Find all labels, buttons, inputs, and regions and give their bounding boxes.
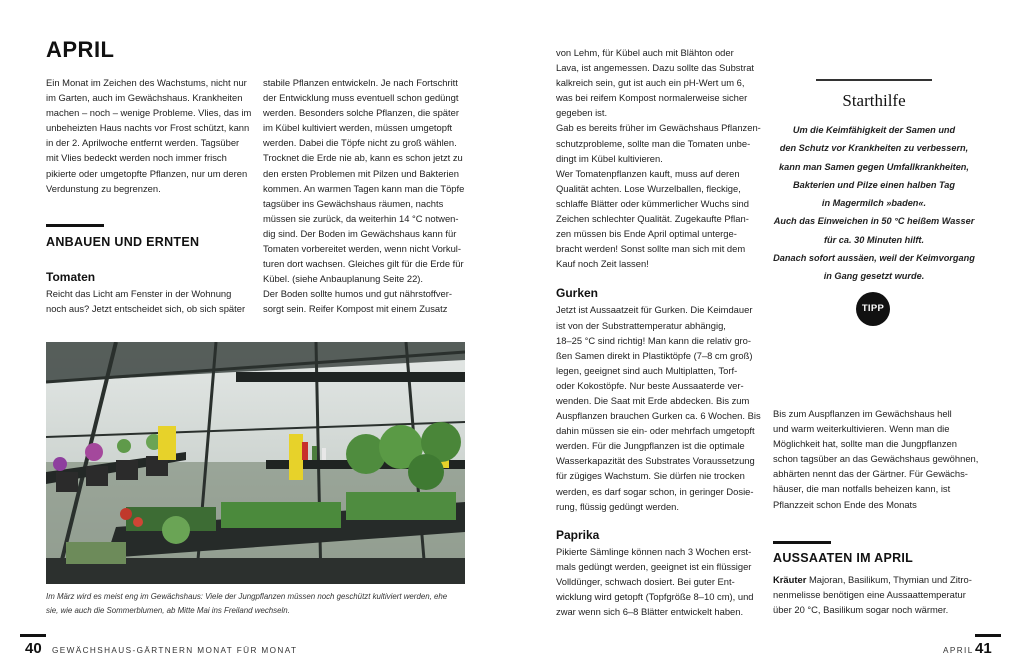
photo-caption bbox=[46, 590, 476, 618]
text-line: pikierte oder umgetopfte Pflanzen, nur um deren bbox=[46, 167, 248, 179]
gurken-heading: Gurken bbox=[556, 286, 599, 301]
text-line: von Lehm, für Kübel auch mit Blähton oder bbox=[556, 47, 734, 58]
text-line: Pflanzzeit schon Ende des Monats bbox=[773, 498, 917, 510]
text-line: Bis zum Auspflanzen im Gewächshaus hell bbox=[773, 408, 952, 419]
text-line: werden, es darf sogar schon, in geringer Dosie- bbox=[556, 485, 754, 497]
text-line: abhärten nennt das der Gärtner. Für Gewächs- bbox=[773, 468, 968, 480]
text-line: gegeben ist. bbox=[556, 107, 608, 119]
text-line: Zeichen schlechter Qualität. Zugekaufte Pflan- bbox=[556, 213, 749, 225]
text-line: Wasserkapazität des Substrates Voraussetzung bbox=[556, 455, 755, 467]
text-line: werden. Besonders solche Pflanzen, die später bbox=[263, 107, 459, 119]
text-line: häuser, die man notfalls beheizen kann, ist bbox=[773, 483, 951, 495]
text-line: sorgt sein. Reifer Kompost mit einem Zusatz bbox=[263, 303, 448, 315]
text-line: Verdunstung zu begrenzen. bbox=[46, 182, 161, 194]
text-line: ist von der Substrattemperatur abhängig, bbox=[556, 319, 726, 331]
tip-title: Starthilfe bbox=[842, 91, 906, 110]
tomaten-section bbox=[46, 269, 256, 316]
text-line: in der 2. Aprilwoche entfernt werden. Tagsüber bbox=[46, 137, 240, 149]
text-line: wicklung wird getopft (Topfgröße 8–10 cm), und bbox=[556, 591, 754, 602]
kraeuter-text bbox=[773, 572, 988, 617]
text-line: machen – noch – wenige Probleme. Vlies, das im bbox=[46, 107, 252, 119]
text-line: Kübel. (siehe Anbauplanung Seite 22). bbox=[263, 273, 424, 285]
column-2-text bbox=[263, 75, 473, 317]
footer-rule-right bbox=[975, 634, 1001, 637]
tip-line: in Gang gesetzt wurde. bbox=[823, 271, 925, 282]
text-line: müssen sie zurück, da weiterhin 14 °C notwen- bbox=[263, 212, 459, 224]
text-line: über 20 °C, Basilikum sogar noch wärmer. bbox=[773, 604, 949, 616]
text-line: werden. Für die Jungpflanzen ist die optimale bbox=[556, 440, 745, 452]
text-line: dahin müssen sie ein- oder mehrfach umgetopft bbox=[556, 425, 755, 437]
section-heading-aussaaten: AUSSAATEN IM APRIL bbox=[773, 551, 914, 565]
text-line: im Kübel kultiviert werden, müssen umgetopft bbox=[263, 122, 453, 134]
text-line: kommen. An warmen Tagen kann man die Töpfe bbox=[263, 182, 465, 194]
column-4-text bbox=[773, 406, 988, 512]
tip-line: Bakterien und Pilze einen halben Tag bbox=[792, 179, 955, 190]
tip-line: in Magermilch »baden«. bbox=[821, 198, 927, 209]
text-line: zen müssen bis Ende April optimal unterge- bbox=[556, 228, 737, 240]
text-line: Trocknet die Erde nie ab, kann es schon jetzt zu bbox=[263, 152, 463, 164]
tip-line: Danach sofort aussäen, weil der Keimvorgang bbox=[773, 253, 975, 264]
footer-rule-left bbox=[20, 634, 46, 637]
kraeuter-first-line: Majoran, Basilikum, Thymian und Zitro- bbox=[806, 574, 972, 585]
text-line: legen, geeignet sind auch Multiplatten, Torf- bbox=[556, 364, 738, 376]
text-line: dingt im Kübel kultivieren. bbox=[556, 152, 663, 164]
text-line: schon tagsüber an das Gewächshaus gewöhnen, bbox=[773, 453, 979, 465]
text-line: Der Boden sollte humos und gut nährstoffver- bbox=[263, 288, 452, 300]
greenhouse-photo bbox=[46, 342, 465, 584]
text-line: unbeheizten Haus nachts vor Frost schützt, kann bbox=[46, 122, 250, 134]
text-line: Lava, ist angemessen. Dazu sollte das Substrat bbox=[556, 62, 755, 74]
text-line: rung, flüssig gedüngt werden. bbox=[556, 500, 679, 512]
text-line: und warm weiterkultivieren. Wenn man die bbox=[773, 423, 950, 435]
text-line: mals gedüngt werden, geeignet ist ein flüssiger bbox=[556, 560, 752, 572]
text-line: Reicht das Licht am Fenster in der Wohnung bbox=[46, 288, 232, 299]
tip-line: kann man Samen gegen Umfallkrankheiten, bbox=[779, 161, 969, 172]
tip-rule bbox=[816, 79, 932, 81]
text-line: bracht werden! Sonst sollte man sich mit dem bbox=[556, 243, 746, 255]
tip-line: Um die Keimfähigkeit der Samen und bbox=[792, 125, 956, 135]
text-line: dig sind. Der Boden im Gewächshaus kann für bbox=[263, 227, 457, 239]
text-line: Ein Monat im Zeichen des Wachstums, nicht nur bbox=[46, 77, 247, 88]
paprika-heading: Paprika bbox=[556, 527, 600, 542]
text-line: Tomaten vorbereitet werden, wenn nicht Vorkul- bbox=[263, 243, 462, 255]
text-line: Pikierte Sämlinge können nach 3 Wochen erst- bbox=[556, 545, 752, 557]
text-line: oder Kokostöpfe. Nur beste Aussaaterde ver- bbox=[556, 379, 744, 391]
text-line: nenmelisse benötigen eine Aussaattemperatur bbox=[773, 589, 966, 601]
text-line: Auspflanzen brauchen Gurken ca. 6 Wochen. Bis bbox=[556, 410, 761, 422]
text-line: Qualität achten. Lose Wurzelballen, fleckige, bbox=[556, 182, 741, 194]
caption-line: Im März wird es meist eng im Gewächshaus: Viele der Jungpflanzen müssen noch geschützt kultiviert werden, ehe bbox=[46, 592, 448, 601]
text-line: stabile Pflanzen entwickeln. Je nach Fortschritt bbox=[263, 77, 458, 88]
kraeuter-label: Kräuter bbox=[773, 574, 807, 585]
text-line: mit Vlies bedeckt werden noch immer frisch bbox=[46, 152, 227, 164]
text-line: was bei reifem Kompost normalerweise sicher bbox=[556, 92, 748, 104]
section-rule bbox=[46, 224, 104, 227]
text-line: Jetzt ist Aussaatzeit für Gurken. Die Keimdauer bbox=[556, 304, 753, 316]
text-line: ßen Samen direkt in Plastiktöpfe (7–8 cm groß) bbox=[556, 349, 753, 361]
text-line: für zügiges Wachstum. Sie dürfen nie trocken bbox=[556, 470, 745, 482]
tomaten-heading: Tomaten bbox=[46, 270, 96, 284]
text-line: turen dort wachsen. Gleiches gilt für die Erde für bbox=[263, 258, 464, 270]
intro-paragraph bbox=[46, 75, 256, 196]
column-3-text bbox=[556, 45, 766, 619]
text-line: noch aus? Jetzt entscheidet sich, ob sich später bbox=[46, 303, 246, 315]
tip-line: für ca. 30 Minuten hilft. bbox=[823, 234, 925, 245]
text-line: wenden. Die Saat mit Erde abdecken. Bis zum bbox=[556, 394, 750, 406]
text-line: Kauf noch Zeit lassen! bbox=[556, 258, 649, 270]
page-number-right: 41 bbox=[975, 640, 992, 657]
caption-line: sie, wie auch die Sommerblumen, ab Mitte Mai ins Freiland wechseln. bbox=[46, 606, 290, 615]
tip-text bbox=[766, 121, 982, 286]
page-number-left: 40 bbox=[25, 640, 42, 657]
text-line: zwar wenn sich 6–8 Blätter entwickelt haben. bbox=[556, 606, 744, 618]
text-line: werden. Dabei die Töpfe nicht zu groß wählen. bbox=[263, 137, 457, 149]
text-line: der Entwicklung muss eventuell schon gedüngt bbox=[263, 92, 459, 104]
text-line: den ersten Problemen mit Pilzen und Bakterien bbox=[263, 167, 459, 179]
aussaaten-rule bbox=[773, 541, 831, 544]
running-head-right: APRIL bbox=[943, 646, 974, 655]
text-line: schlaffe Blätter oder kümmerlicher Wuchs sind bbox=[556, 197, 749, 209]
text-line: Gab es bereits früher im Gewächshaus Pflanzen- bbox=[556, 122, 761, 134]
text-line: Volldünger, schwach dosiert. Bei guter Ent- bbox=[556, 575, 735, 587]
tip-line: den Schutz vor Krankheiten zu verbessern, bbox=[779, 143, 969, 154]
text-line: kalkreich sein, gut ist auch ein pH-Wert um 6, bbox=[556, 77, 745, 89]
text-line: tagsüber ins Gewächshaus räumen, nachts bbox=[263, 197, 444, 209]
text-line: 18–25 °C sind richtig! Man kann die relativ gro- bbox=[556, 334, 751, 346]
section-heading-anbauen: ANBAUEN UND ERNTEN bbox=[46, 235, 200, 249]
running-head-left: GEWÄCHSHAUS-GÄRTNERN MONAT FÜR MONAT bbox=[52, 646, 298, 655]
text-line: Wer Tomatenpflanzen kauft, muss auf deren bbox=[556, 167, 740, 179]
text-line: im Garten, auch im Gewächshaus. Krankheiten bbox=[46, 92, 243, 104]
tip-line: Auch das Einweichen in 50 °C heißem Wasser bbox=[773, 216, 975, 227]
text-line: Möglichkeit hat, sollte man die Jungpflanzen bbox=[773, 438, 957, 450]
month-title: APRIL bbox=[46, 37, 115, 62]
tipp-badge-icon: TIPP bbox=[856, 292, 890, 326]
text-line: schutzprobleme, sollte man die Tomaten unbe- bbox=[556, 137, 751, 149]
